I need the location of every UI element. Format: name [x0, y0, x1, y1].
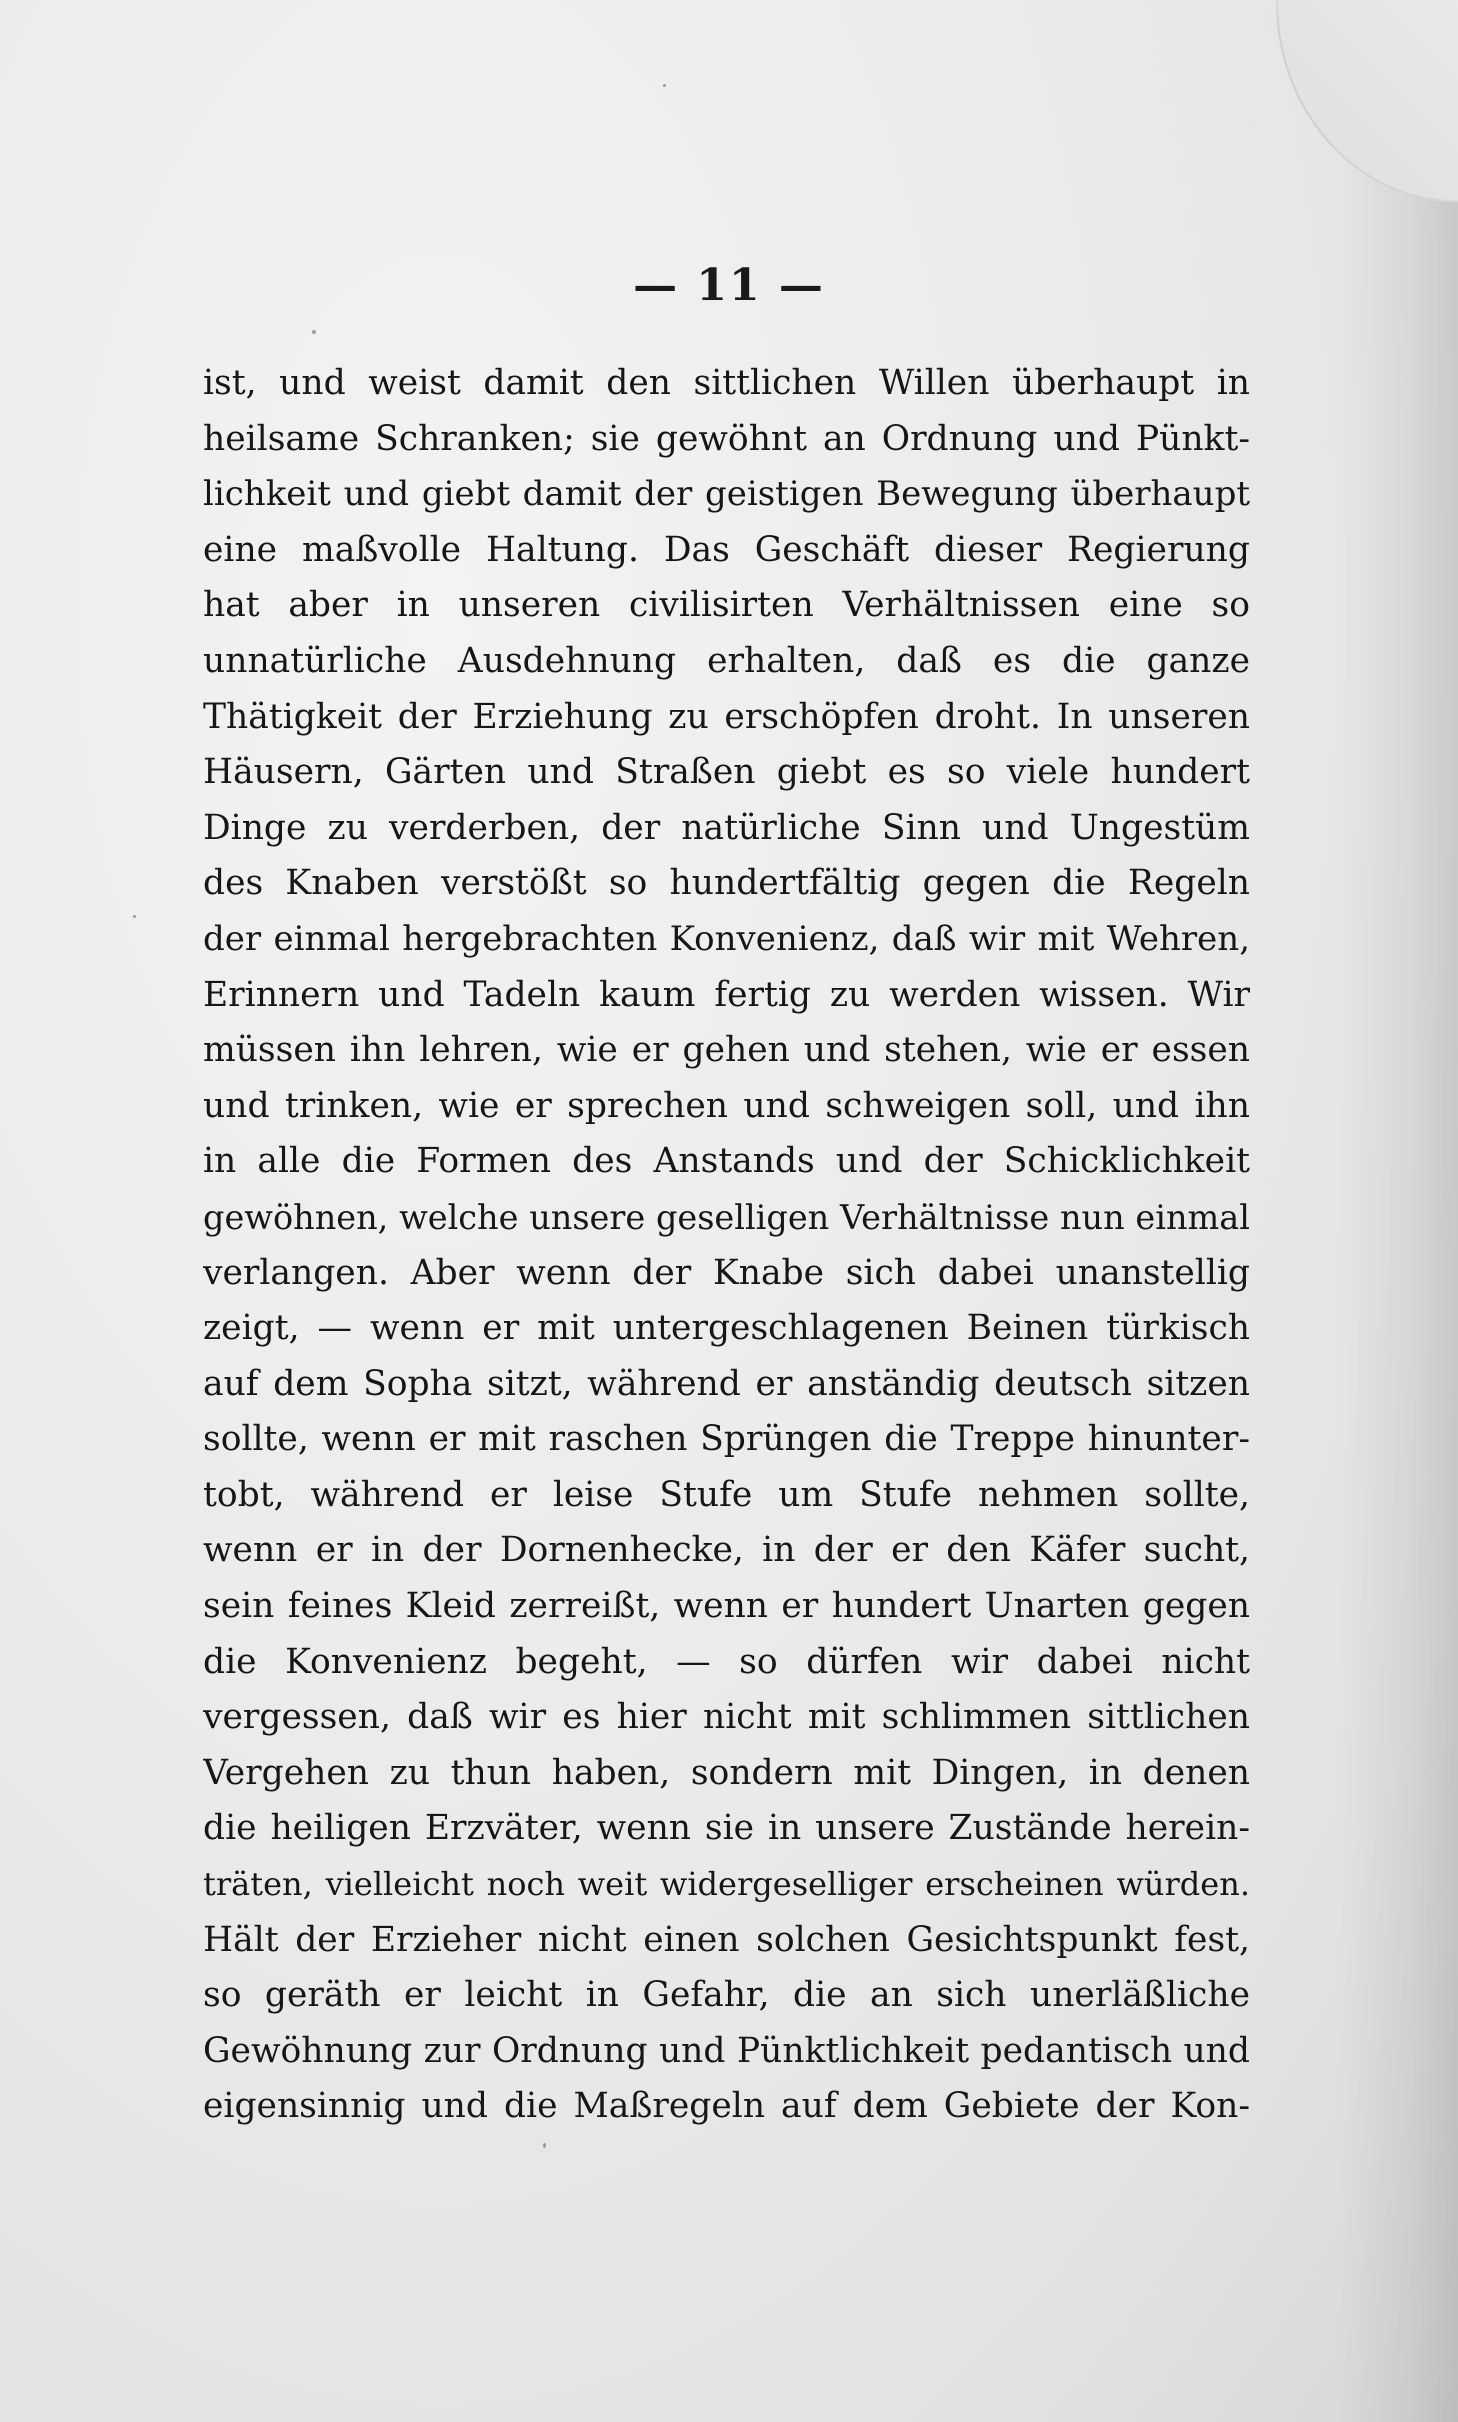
text-line: Dinge zu verderben, der natürliche Sinn und Ungestüm	[203, 807, 1250, 848]
page-corner-curl	[1276, 0, 1458, 202]
text-line: eigensinnig und die Maßregeln auf dem Gebiete der Kon-	[203, 2086, 1250, 2127]
text-line: die heiligen Erzväter, wenn sie in unsere Zustände herein-	[203, 1808, 1250, 1849]
text-line: in alle die Formen des Anstands und der Schicklichkeit	[203, 1141, 1250, 1182]
text-line: zeigt, — wenn er mit untergeschlagenen Beinen türkisch	[203, 1308, 1250, 1349]
paper-speck	[312, 330, 316, 334]
body-text	[203, 356, 1250, 2135]
text-line: wenn er in der Dornenhecke, in der er den Käfer sucht,	[203, 1530, 1250, 1571]
page-number: — 11 —	[633, 260, 825, 311]
text-line: und trinken, wie er sprechen und schweigen soll, und ihn	[203, 1085, 1250, 1126]
text-line: sollte, wenn er mit raschen Sprüngen die Treppe hinunter-	[203, 1419, 1250, 1460]
text-line: Thätigkeit der Erziehung zu erschöpfen droht. In unseren	[203, 696, 1250, 737]
text-line: heilsame Schranken; sie gewöhnt an Ordnung und Pünkt-	[203, 418, 1250, 459]
text-line: Erinnern und Tadeln kaum fertig zu werden wissen. Wir	[203, 974, 1250, 1015]
text-line: der einmal hergebrachten Konvenienz, daß wir mit Wehren,	[203, 918, 1250, 959]
text-line: tobt, während er leise Stufe um Stufe nehmen sollte,	[203, 1474, 1250, 1515]
text-line: sein feines Kleid zerreißt, wenn er hundert Unarten gegen	[203, 1586, 1250, 1627]
text-line: Hält der Erzieher nicht einen solchen Gesichtspunkt fest,	[203, 1919, 1250, 1960]
text-line: müssen ihn lehren, wie er gehen und stehen, wie er essen	[203, 1030, 1250, 1071]
text-line: träten, vielleicht noch weit widergeselliger erscheinen würden.	[203, 1865, 1250, 1904]
text-line: die Konvenienz begeht, — so dürfen wir dabei nicht	[203, 1641, 1250, 1682]
text-line: eine maßvolle Haltung. Das Geschäft dieser Regierung	[203, 529, 1250, 570]
text-line: lichkeit und giebt damit der geistigen Bewegung überhaupt	[203, 474, 1250, 515]
text-line: hat aber in unseren civilisirten Verhältnissen eine so	[203, 585, 1250, 626]
text-line: so geräth er leicht in Gefahr, die an sich unerläßliche	[203, 1975, 1250, 2016]
text-line: auf dem Sopha sitzt, während er anständig deutsch sitzen	[203, 1363, 1250, 1404]
text-line: verlangen. Aber wenn der Knabe sich dabei unanstellig	[203, 1252, 1250, 1293]
text-line: Gewöhnung zur Ordnung und Pünktlichkeit pedantisch und	[203, 2030, 1250, 2071]
text-line: des Knaben verstößt so hundertfältig gegen die Regeln	[203, 863, 1250, 904]
text-line: Vergehen zu thun haben, sondern mit Dingen, in denen	[203, 1752, 1250, 1793]
paper-speck	[543, 2143, 546, 2148]
page-edge-shadow	[1338, 0, 1458, 2422]
text-line: gewöhnen, welche unsere geselligen Verhältnisse nun einmal	[203, 1197, 1250, 1237]
text-line: vergessen, daß wir es hier nicht mit schlimmen sittlichen	[203, 1697, 1250, 1738]
text-line: Häusern, Gärten und Straßen giebt es so viele hundert	[203, 752, 1250, 793]
paper-speck	[663, 84, 666, 87]
paper-speck	[133, 915, 136, 918]
text-line: unnatürliche Ausdehnung erhalten, daß es die ganze	[203, 640, 1250, 681]
text-line: ist, und weist damit den sittlichen Willen überhaupt in	[203, 363, 1250, 403]
